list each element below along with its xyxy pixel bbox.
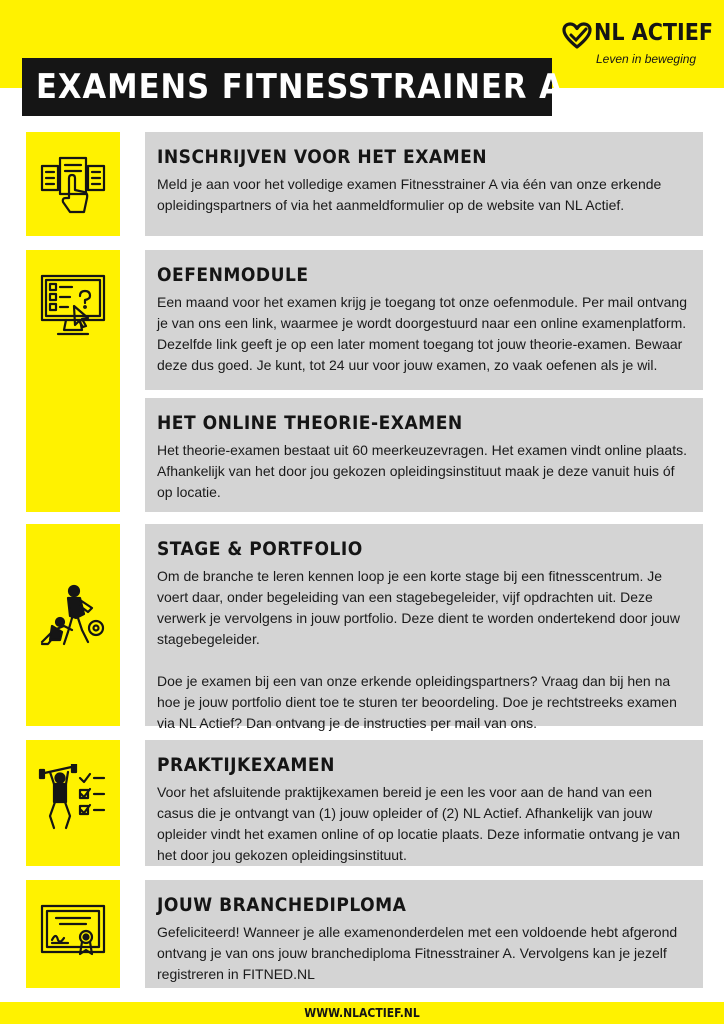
section-icon-panel	[26, 740, 120, 866]
section-text: Doe je examen bij een van onze erkende opleidingspartners? Vraag dan bij hen na hoe je jouw portfolio dient toe te sturen ter beoordeling. Doe je rechtstreeks examen via NL Actief? Dan ontvang je de instructies per mail van ons.	[157, 673, 677, 731]
section-text: Meld je aan voor het volledige examen Fitnesstrainer A via één van onze erkende opleidingspartners of via het aanmeldformulier op de website van NL Actief.	[157, 176, 662, 213]
section-text: Een maand voor het examen krijg je toegang tot onze oefenmodule. Per mail ontvang je van ons een link, waarmee je wordt doorgestuurd naar een online examenplatform. Dezelfde link geeft je op een later moment toegang tot jouw theorie-examen. Bewaar deze dus goed. Je kunt, tot 24 uur voor jouw examen, zo vaak oefenen als je wil.	[157, 294, 687, 373]
section-text: Om de branche te leren kennen loop je een korte stage bij een fitnesscentrum. Je voert daar, onder begeleiding van een stagebegeleider, vijf opdrachten uit. Deze verwerk je vervolgens in jouw portfolio. Deze dient te worden ondertekend door jouw stagebegeleider.	[157, 568, 680, 647]
heart-logo-icon	[562, 22, 592, 50]
section-text: Het theorie-examen bestaat uit 60 meerkeuzevragen. Het examen vindt online plaats. Afhankelijk van het door jou gekozen opleidingsinstituut maak je deze vanuit huis óf op locatie.	[157, 442, 687, 500]
logo-wordmark: NL ACTIEF	[594, 20, 713, 46]
footer-website-link[interactable]: WWW.NLACTIEF.NL	[0, 1002, 724, 1024]
section-title: INSCHRIJVEN VOOR HET EXAMEN	[157, 146, 488, 168]
registration-form-icon	[38, 152, 108, 222]
section-title: STAGE & PORTFOLIO	[157, 538, 363, 560]
lifter-checklist-icon	[38, 764, 108, 834]
section-icon-panel	[26, 250, 120, 512]
section-icon-panel	[26, 524, 120, 726]
section-card-stage-portfolio	[145, 524, 703, 731]
section-icon-panel	[26, 880, 120, 988]
trainer-assisting-client-icon	[38, 584, 108, 650]
section-card-inschrijven	[145, 132, 703, 236]
section-text: Voor het afsluitende praktijkexamen bereid je een les voor aan de hand van een casus die je ontvangt van (1) jouw opleider of (2) NL Actief. Afhankelijk van jouw opleider vindt het examen online of op locatie plaats. Deze informatie ontvang je van het door jou gekozen opleidingsinstituut.	[157, 784, 680, 863]
nl-actief-logo[interactable]	[558, 18, 716, 70]
diploma-certificate-icon	[38, 898, 108, 968]
section-title: PRAKTIJKEXAMEN	[157, 754, 335, 776]
section-title: HET ONLINE THEORIE-EXAMEN	[157, 412, 463, 434]
section-icon-panel	[26, 132, 120, 236]
section-card-oefenmodule	[145, 250, 703, 390]
section-card-theorie-examen	[145, 398, 703, 512]
section-card-praktijkexamen	[145, 740, 703, 866]
section-card-branchediploma	[145, 880, 703, 988]
section-title: JOUW BRANCHEDIPLOMA	[157, 894, 407, 916]
online-quiz-monitor-icon	[38, 272, 108, 340]
logo-tagline: Leven in beweging	[596, 52, 697, 66]
section-title: OEFENMODULE	[157, 264, 309, 286]
section-text: Gefeliciteerd! Wanneer je alle examenonderdelen met een voldoende hebt afgerond ontvang je van ons jouw branchediploma Fitnesstrainer A. Vervolgens kan je jezelf registreren in FITNED.NL	[157, 924, 678, 982]
page-title: EXAMENS FITNESSTRAINER A	[22, 58, 552, 116]
